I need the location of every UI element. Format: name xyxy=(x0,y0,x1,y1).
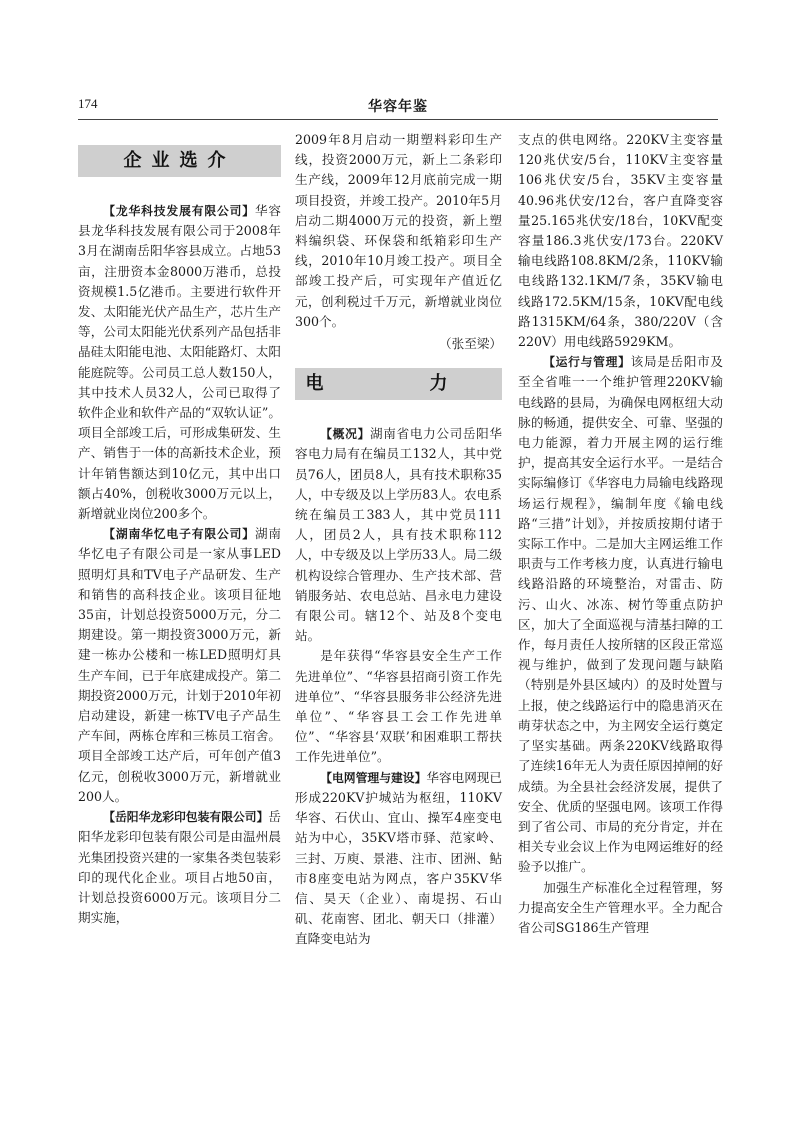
entry-honors: 是年获得“华容县安全生产工作先进单位”、“华容县招商引资工作先进单位”、“华容县服务非公经济先进单位”、“华容县工会工作先进单位”、“华容县‘双联’和困难职工帮扶工作先进单位”。 xyxy=(295,648,502,765)
entry-text: 湖南省电力公司岳阳华容电力局有在编员工132人，其中党员76人，团员8人，具有技术职称35人，中专级及以上学历83人。农电系统在编员工383人，其中党员111人，团员2人，具有技术职称112人，中专级及以上学历33人。局二级机构设综合管理办、生产技术部、营销服务站、农电总站、昌永电力建设有限公司。辖12个、站及8个变电站。 xyxy=(295,426,502,644)
entry-text: 华容电网现已形成220KV护城站为枢纽，110KV华容、石伏山、宜山、操军4座变电站为中心，35KV塔市驿、范家岭、三封、万庾、景港、注市、团洲、鲇市8座变电站为网点，客户35KV华信、昊天（企业）、南堤拐、石山矶、花南窖、团北、朝天口（排灌）直降变电站为 xyxy=(295,769,502,947)
page-header xyxy=(78,96,718,116)
entry-heading: 【湖南华忆电子有限公司】 xyxy=(103,527,255,542)
section-banner-power: 电 力 xyxy=(295,368,502,400)
entry-hualong-continued: 2009年8月启动一期塑料彩印生产线，投资2000万元，新上二条彩印生产线，2009年12月底前完成一期项目投资，并竣工投产。2010年5月启动二期4000万元的投资，新上塑料编织袋、环保袋和纸箱彩印生产线，2010年10月竣工投产。项目全部竣工投产后，可实现年产值近亿元，创利税过千万元，新增就业岗位300个。 xyxy=(295,132,502,329)
book-title: 华容年鉴 xyxy=(368,99,428,115)
entry-standardization: 加强生产标准化全过程管理，努力提高安全生产管理水平。全力配合省公司SG186生产管理 xyxy=(518,879,723,935)
entry-heading: 【电网管理与建设】 xyxy=(320,770,427,785)
entry-overview xyxy=(295,424,502,646)
entry-longhua xyxy=(78,201,281,524)
column-right xyxy=(518,130,723,938)
author-credit: （张至梁） xyxy=(439,336,502,352)
entry-heading: 【岳阳华龙彩印包装有限公司】 xyxy=(103,810,269,825)
entry-text: 湖南华忆电子有限公司是一家从事LED照明灯具和TV电子产品研发、生产和销售的高科技企业。该项目征地35亩，计划总投资5000万元，分二期建设。第一期投资3000万元，新建一栋办公楼和一栋LED照明灯具生产车间，已于年底建成投产。第二期投资2000万元，计划于2010年初启动建设，新建一栋TV电子产品生产车间，两栋仓库和三栋员工宿舍。项目全部竣工达产后，可年创产值3亿元，创税收3000万元，新增就业200人。 xyxy=(78,526,281,804)
entry-text: 华容县龙华科技发展有限公司于2008年3月在湖南岳阳华容县成立。占地53亩，注册资本金8000万港币，总投资规模1.5亿港币。主要进行软件开发、太阳能光伏产品生产，芯片生产等，公司太阳能光伏系列产品包括非晶硅太阳能电池、太阳能路灯、太阳能庭院等。公司员工总人数150人，其中技术人员32人，公司已取得了软件企业和软件产品的“双软认证”。项目全部竣工后，可形成集研发、生产、销售于一体的高新技术企业，预计年销售额达到10亿元，其中出口额占40%，创税收3000万元以上，新增就业岗位200多个。 xyxy=(78,203,281,522)
entry-heading: 【龙华科技发展有限公司】 xyxy=(103,204,255,218)
entry-operation xyxy=(518,352,723,877)
entry-text: 岳阳华龙彩印包装有限公司是由温州晨光集团投资兴建的一家集各类包装彩印的现代化企业。项目占地50亩，计划总投资6000万元。该项目分二期实施， xyxy=(78,809,281,926)
entry-text: 该局是岳阳市及至全省唯一一个维护管理220KV输电线路的县局，为确保电网枢纽大动脉的畅通，提供安全、可靠、坚强的电力能源，着力开展主网的运行维护，提高其安全运行水平。一是结合实际编修订《华容电力局输电线路现场运行规程》，编制年度《输电线路“三措”计划》，并按质按期付诸于实际工作中。二是加大主网运维工作职责与工作考核力度，认真进行输电线路沿路的环境整治，对雷击、防污、山火、冰冻、树竹等重点防护区，加大了全面巡视与清基扫障的工作，每月责任人按所辖的区段正常巡视与维护，做到了发现问题与缺陷（特别是外县区域内）的及时处置与上报，使之线路运行中的隐患消灭在萌芽状态之中，为主网安全运行奠定了坚实基础。两条220KV线路取得了连续16年无人为责任原因掉闸的好成绩。为全县社会经济发展，提供了安全、优质的坚强电网。该项工作得到了省公司、市局的充分肯定，并在相关专业会议上作为电网运维好的经验予以推广。 xyxy=(518,354,723,875)
entry-huayi xyxy=(78,524,281,807)
entry-grid xyxy=(295,768,502,950)
entry-heading: 【运行与管理】 xyxy=(543,355,631,370)
header-rule xyxy=(78,119,718,120)
section-banner-enterprise: 企业选介 xyxy=(78,145,281,177)
entry-heading: 【概况】 xyxy=(320,427,371,442)
column-middle xyxy=(295,130,502,950)
page-number: 174 xyxy=(78,96,98,111)
entry-grid-continued: 支点的供电网络。220KV主变容量120兆伏安/5台，110KV主变容量106兆伏安/5台，35KV主变容量40.96兆伏安/12台，客户直降变容量25.165兆伏安/18台，10KV配变容量186.3兆伏安/173台。220KV输电线路108.8KM/2条，110KV输电线路132.1KM/7条，35KV输电线路172.5KM/15条，10KV配电线路1315KM/64条，380/220V（含220V）用电线路5929KM。 xyxy=(518,132,723,350)
entry-hualong xyxy=(78,807,281,928)
column-left xyxy=(78,145,281,928)
